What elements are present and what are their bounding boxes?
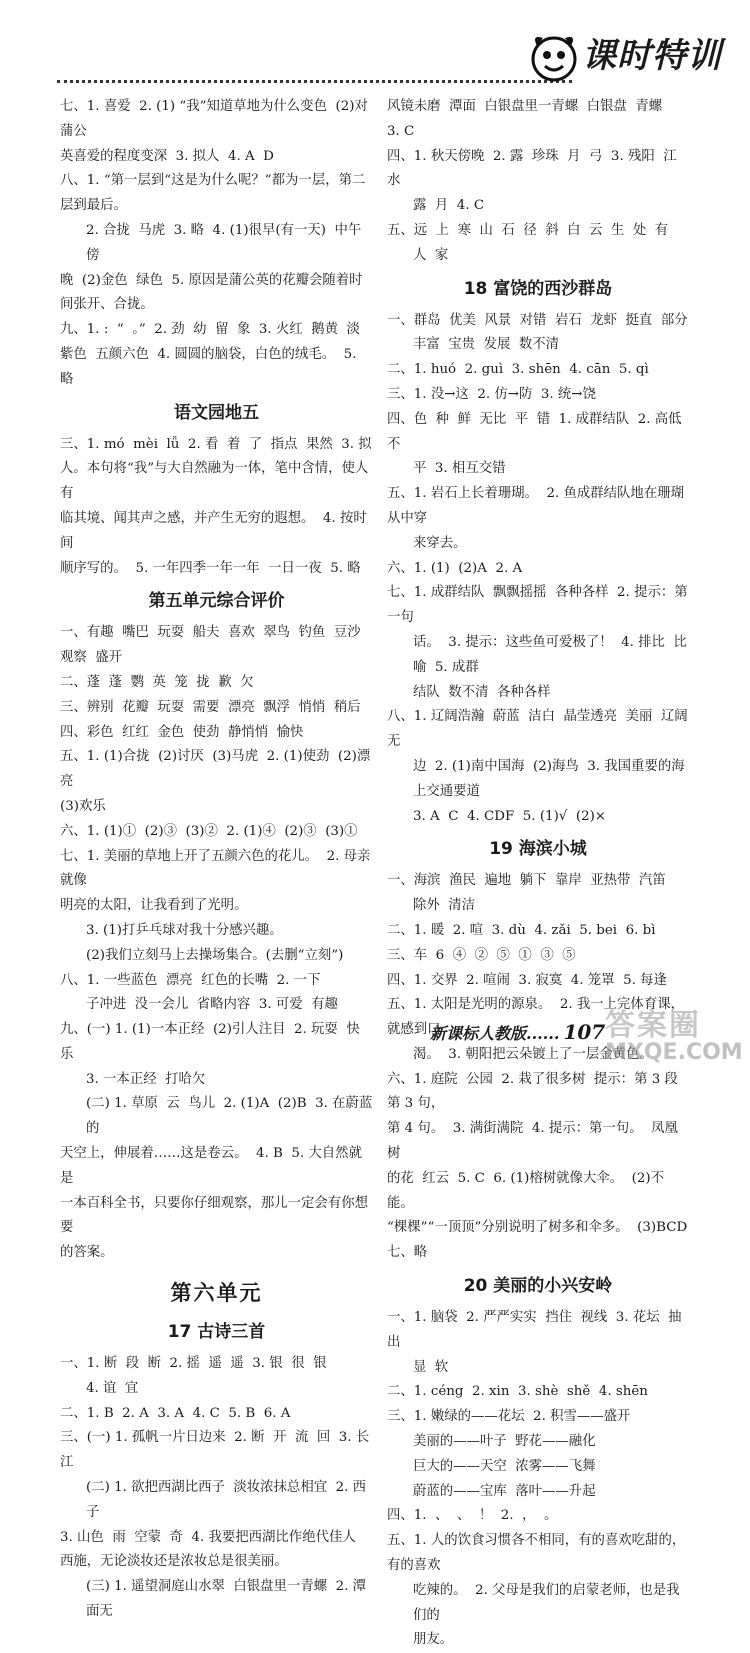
answer-line: 二、蓬 蓬 鹦 英 笼 拢 歉 欠 <box>60 674 254 690</box>
section-heading: 语文园地五 <box>174 402 259 423</box>
answer-line: 二、1. céng 2. xin 3. shè shě 4. shēn <box>387 1384 648 1400</box>
answer-line: 一、1. 断 段 断 2. 摇 遥 遥 3. 银 很 银 <box>60 1356 327 1372</box>
answer-line: 三、1. mó mèi lǚ 2. 看 着 了 指点 果然 3. 拟 <box>60 436 372 452</box>
answer-line: 八、1. 一些蓝色 漂亮 红色的长嘴 2. 一下 <box>60 972 321 988</box>
answer-line: 3. C <box>387 123 415 139</box>
answer-line: 五、1. (1)合拢 (2)讨厌 (3)马虎 2. (1)使劲 (2)漂亮 <box>60 749 371 790</box>
answer-line: 七、1. 成群结队 飘飘摇摇 各种各样 2. 提示：第一句 <box>387 585 688 626</box>
answer-line: 二、1. B 2. A 3. A 4. C 5. B 6. A <box>60 1405 291 1421</box>
answer-line: 四、1. 秋天傍晚 2. 露 珍珠 月 弓 3. 残阳 江水 <box>387 148 677 189</box>
answer-line: 英喜爱的程度变深 3. 拟人 4. A D <box>60 148 274 164</box>
mascot-icon <box>525 28 583 86</box>
answer-line: (二) 1. 草原 云 鸟儿 2. (1)A (2)B 3. 在蔚蓝的 <box>86 1096 373 1137</box>
answer-line: 朋友。 <box>413 1632 454 1648</box>
brand-title: 课时特训 <box>582 36 722 76</box>
answer-line: 明亮的太阳，让我看到了光明。 <box>60 898 248 914</box>
right-column <box>387 95 689 1653</box>
answer-line: 八、1. “第一层到“这是为什么呢？”都为一层，第二层到最后。 <box>60 173 366 214</box>
answer-line: 3. 山色 雨 空蒙 奇 4. 我要把西湖比作绝代佳人 <box>60 1529 356 1545</box>
answer-line: “棵棵”“一顶顶”分别说明了树多和伞多。 (3)BCD <box>387 1220 688 1236</box>
answer-line: 4. 谊 宜 <box>86 1380 139 1396</box>
answer-line: 五、1. 太阳是光明的源泉。 2. 我一上完体育课，就感到口 <box>387 997 684 1038</box>
section-heading: 第六单元 <box>170 1281 263 1306</box>
answer-line: (2)我们立刻马上去操场集合。(去删“立刻”) <box>86 947 344 963</box>
answer-line: 六、1. (1)① (2)③ (3)② 2. (1)④ (2)③ (3)① <box>60 823 358 839</box>
answer-line: 三、车 6 ④ ② ⑤ ① ③ ⑤ <box>387 947 576 963</box>
answer-line: 六、1. (1) (2)A 2. A <box>387 560 523 576</box>
answer-line: 四、彩色 红红 金色 使劲 静悄悄 愉快 <box>60 724 304 740</box>
answer-line: 子冲进 没一会儿 省略内容 3. 可爱 有趣 <box>86 997 338 1013</box>
answer-line: 九、(一) 1. (1)一本正经 (2)引人注目 2. 玩耍 快乐 <box>60 1022 360 1062</box>
answer-line: (二) 1. 欲把西湖比西子 淡妆浓抹总相宜 2. 西子 <box>86 1480 367 1520</box>
answer-line: 话。 3. 提示：这些鱼可爱极了！ 4. 排比 比喻 5. 成群 <box>413 634 687 675</box>
answer-line: 美丽的——叶子 野花——融化 <box>413 1434 596 1450</box>
answer-line: 间张开、合拢。 <box>60 297 154 313</box>
answer-line: 五、1. 人的饮食习惯各不相同，有的喜欢吃甜的，有的喜欢 <box>387 1533 686 1574</box>
answer-line: 风镜未磨 潭面 白银盘里一青螺 白银盘 青螺 <box>387 99 663 114</box>
answer-line: 五、远 上 寒 山 石 径 斜 白 云 生 处 有 <box>387 222 669 238</box>
answer-line: 3. A C 4. CDF 5. (1)√ (2)× <box>413 808 607 824</box>
section-heading: 19 海滨小城 <box>489 839 587 860</box>
answer-line: 八、1. 辽阔浩瀚 蔚蓝 洁白 晶莹透亮 美丽 辽阔无 <box>387 709 688 750</box>
page-number: 107 <box>563 1020 606 1044</box>
left-column <box>60 95 373 1625</box>
answer-line: 丰富 宝贵 发展 数不清 <box>413 337 560 353</box>
answer-line: 三、1. 没→这 2. 仿→防 3. 统→饶 <box>387 386 596 402</box>
edition-label: 新课标人教版 <box>430 1024 527 1043</box>
section-heading: 17 古诗三首 <box>167 1322 266 1343</box>
answer-line: 2. 合拢 马虎 3. 略 4. (1)很早(有一天) 中午 傍 <box>86 222 370 263</box>
answer-line: 第 4 句。 3. 满街满院 4. 提示：第一句。 凤凰树 <box>387 1121 678 1162</box>
answer-line: 渴。 3. 朝阳把云朵镀上了一层金黄色。 <box>413 1046 653 1062</box>
answer-line: 临其境、闻其声之感，并产生无穷的遐想。 4. 按时间 <box>60 510 367 551</box>
answer-line: 结队 数不清 各种各样 <box>413 684 551 700</box>
answer-line: 巨大的——天空 浓雾——飞舞 <box>413 1458 596 1474</box>
answer-line: 人 家 <box>413 247 449 263</box>
answer-line: 蔚蓝的——宝库 落叶——升起 <box>413 1483 596 1499</box>
answer-line: 四、1. 交界 2. 喧闹 3. 寂寞 4. 笼罩 5. 每逢 <box>387 972 667 988</box>
answer-line: 观察 盛开 <box>60 650 123 666</box>
answer-line: 来穿去。 <box>413 535 467 551</box>
answer-line: 的花 红云 5. C 6. (1)榕树就像大伞。 (2)不能。 <box>387 1170 664 1211</box>
answer-line: 三、(一) 1. 孤帆一片日边来 2. 断 开 流 回 3. 长江 <box>60 1430 370 1471</box>
answer-line: 人。本句将“我”与大自然融为一体，笔中含情，使人有 <box>60 461 369 502</box>
answer-line: 晚 (2)金色 绿色 5. 原因是蒲公英的花瓣会随着时 <box>60 272 363 288</box>
answer-line: 吃辣的。 2. 父母是我们的启蒙老师，也是我们的 <box>413 1582 680 1623</box>
header-dotted-rule <box>57 80 572 83</box>
answer-line: 西施，无论淡妆还是浓妆总是很美丽。 <box>60 1554 288 1570</box>
answer-line: 一、海滨 渔民 遍地 躺下 靠岸 亚热带 汽笛 <box>387 873 666 889</box>
page-header <box>0 0 750 90</box>
section-heading: 20 美丽的小兴安岭 <box>463 1276 613 1297</box>
answer-line: 三、1. 嫩绿的——花坛 2. 积雪——盛开 <box>387 1409 631 1425</box>
answer-line: (三) 1. 遥望洞庭山水翠 白银盘里一青螺 2. 潭面无 <box>86 1579 367 1620</box>
answer-line: 一、1. 脑袋 2. 严严实实 挡住 视线 3. 花坛 抽出 <box>387 1310 682 1350</box>
answer-line: 3. 一本正经 打哈欠 <box>86 1071 206 1087</box>
section-heading: 第五单元综合评价 <box>148 591 285 612</box>
answer-line: 紫色 五颜六色 4. 圆圆的脑袋，白色的绒毛。 5. 略 <box>60 346 361 387</box>
answer-line: 一、有趣 嘴巴 玩耍 船夫 喜欢 翠鸟 钓鱼 豆沙 <box>60 625 361 641</box>
answer-line: 七、1. 美丽的草地上开了五颜六色的花儿。 2. 母亲就像 <box>60 848 371 889</box>
answer-line: 三、辨别 花瓣 玩耍 需要 漂亮 飘浮 悄悄 稍后 <box>60 699 361 715</box>
answer-line: 七、略 <box>387 1245 428 1261</box>
answer-line: 顺序写的。 5. 一年四季一年一年 一日一夜 5. 略 <box>60 560 361 576</box>
watermark-sub: MXQE.COM <box>605 1040 743 1065</box>
answer-line: 四、1. 、 、 ！ 2. ， 。 <box>387 1508 558 1524</box>
answer-line: (3)欢乐 <box>60 798 106 814</box>
answer-line: 二、1. 暖 2. 喧 3. dù 4. zǎi 5. bei 6. bì <box>387 922 656 938</box>
answer-line: 一本百科全书，只要你仔细观察，那儿一定会有你想要 <box>60 1195 368 1236</box>
answer-line: 一、群岛 优美 风景 对错 岩石 龙虾 挺直 部分 <box>387 312 688 328</box>
answer-line: 五、1. 岩石上长着珊瑚。 2. 鱼成群结队地在珊瑚从中穿 <box>387 486 684 526</box>
answer-line: 天空上，伸展着……这是卷云。 4. B 5. 大自然就是 <box>60 1146 362 1186</box>
answer-line: 四、色 种 鲜 无比 平 错 1. 成群结队 2. 高低不 <box>387 411 682 452</box>
answer-line: 七、1. 喜爱 2. (1) “我”知道草地为什么变色 (2)对蒲公 <box>60 99 368 139</box>
footer-dots: ...... <box>526 1024 560 1043</box>
answer-line: 二、1. huó 2. guì 3. shēn 4. cān 5. qì <box>387 362 649 378</box>
answer-line: 平 3. 相互交错 <box>413 461 506 477</box>
section-heading: 18 富饶的西沙群岛 <box>463 278 613 299</box>
answer-line: 的答案。 <box>60 1245 114 1261</box>
answer-line: 3. (1)打乒乓球对我十分感兴趣。 <box>86 922 283 938</box>
watermark <box>605 1000 743 1065</box>
answer-line: 边 2. (1)南中国海 (2)海鸟 3. 我国重要的海上交通要道 <box>413 758 685 799</box>
answer-line: 九、1. : “ 。” 2. 劲 幼 留 象 3. 火红 鹅黄 淡 <box>60 322 360 338</box>
watermark-main: 答案圈 <box>605 1008 701 1043</box>
answer-line: 除外 清洁 <box>413 898 476 914</box>
answer-line: 露 月 4. C <box>413 198 485 214</box>
page-footer <box>430 1020 605 1044</box>
answer-line: 显 软 <box>413 1359 449 1375</box>
answer-line: 六、1. 庭院 公园 2. 栽了很多树 提示：第 3 段第 3 句， <box>387 1071 678 1112</box>
